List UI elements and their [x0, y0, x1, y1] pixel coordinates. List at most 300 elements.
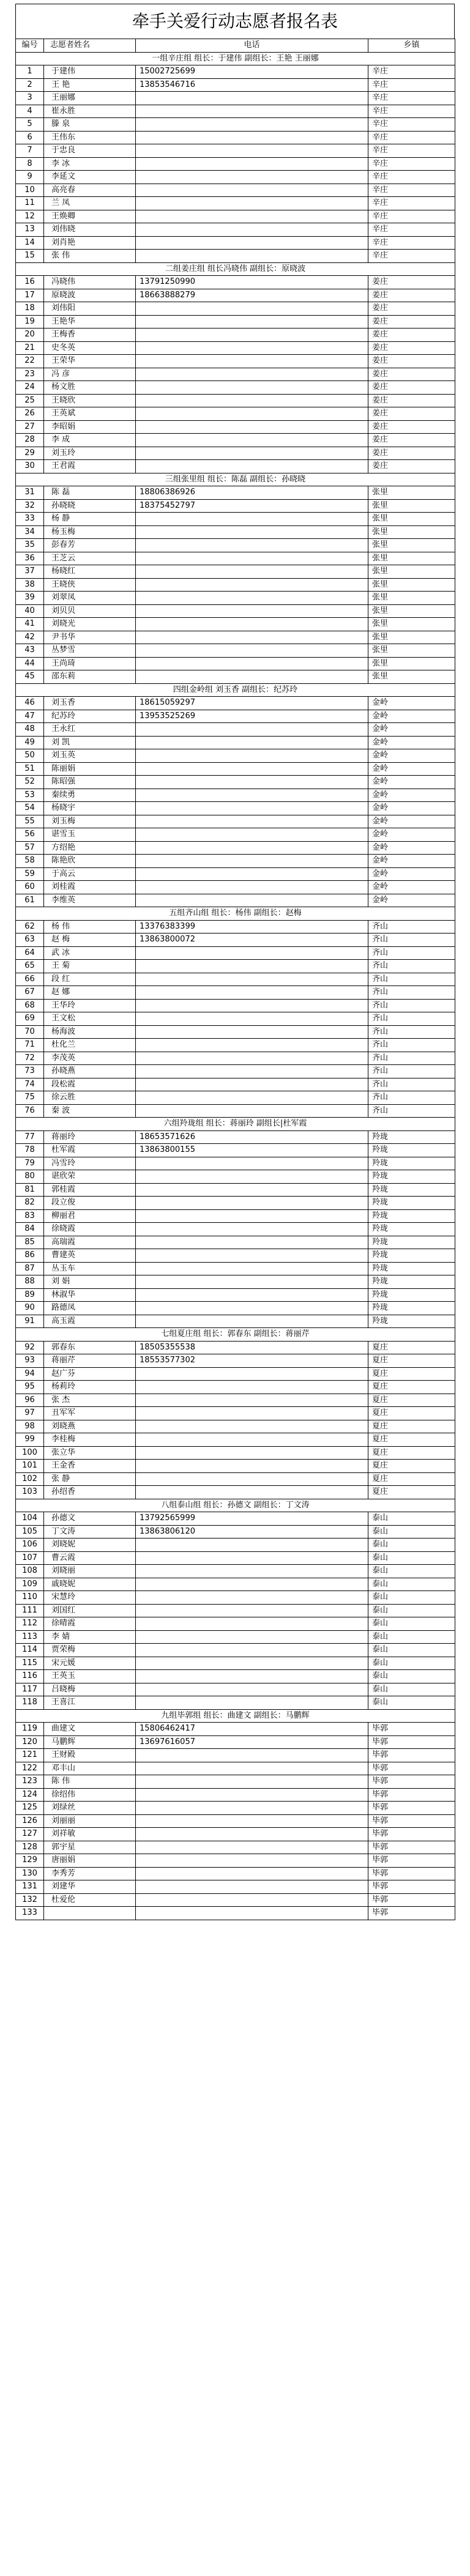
- member-town: 金岭: [368, 881, 455, 894]
- member-phone: [136, 592, 368, 605]
- table-row: [16, 1828, 455, 1841]
- table-row: [16, 881, 455, 894]
- member-name: 王财殿: [44, 1749, 136, 1762]
- table-row: [16, 1762, 455, 1775]
- table-row: [16, 315, 455, 328]
- member-name: 张 伟: [44, 250, 136, 263]
- member-name: 杨海波: [44, 1025, 136, 1039]
- member-name: 蒋丽玲: [44, 1130, 136, 1144]
- member-phone: [136, 1433, 368, 1447]
- member-town: 金岭: [368, 736, 455, 749]
- member-number: 119: [16, 1723, 44, 1736]
- member-number: 81: [16, 1183, 44, 1197]
- member-town: 齐山: [368, 1104, 455, 1118]
- member-name: 方绍艳: [44, 841, 136, 855]
- member-number: 15: [16, 250, 44, 263]
- member-name: 丁文涛: [44, 1525, 136, 1539]
- table-row: [16, 631, 455, 644]
- group-header-row: [16, 473, 455, 486]
- member-name: 刘晓妮: [44, 1539, 136, 1552]
- member-phone: [136, 1644, 368, 1657]
- member-town: 泰山: [368, 1512, 455, 1526]
- table-row: [16, 1630, 455, 1644]
- member-town: 毕郭: [368, 1841, 455, 1854]
- member-name: 纪苏玲: [44, 710, 136, 723]
- member-number: 133: [16, 1907, 44, 1920]
- member-phone: [136, 302, 368, 316]
- member-number: 33: [16, 513, 44, 526]
- member-number: 106: [16, 1539, 44, 1552]
- member-name: 王尚琦: [44, 657, 136, 670]
- member-name: 李桂梅: [44, 1433, 136, 1447]
- member-phone: [136, 1012, 368, 1026]
- member-number: 122: [16, 1762, 44, 1775]
- member-number: 46: [16, 697, 44, 710]
- member-number: 74: [16, 1078, 44, 1091]
- member-name: 徐绍伟: [44, 1788, 136, 1802]
- member-number: 56: [16, 828, 44, 842]
- member-town: 金岭: [368, 723, 455, 737]
- member-number: 38: [16, 578, 44, 592]
- member-number: 68: [16, 999, 44, 1012]
- member-number: 11: [16, 197, 44, 210]
- table-row: [16, 920, 455, 934]
- member-number: 25: [16, 394, 44, 407]
- member-number: 110: [16, 1591, 44, 1605]
- table-row: [16, 1394, 455, 1407]
- table-row: [16, 1670, 455, 1683]
- member-town: 张里: [368, 565, 455, 579]
- member-phone: [136, 1880, 368, 1894]
- table-row: [16, 1275, 455, 1289]
- member-name: 丑军军: [44, 1407, 136, 1420]
- member-phone: [136, 223, 368, 237]
- member-name: 王梅香: [44, 328, 136, 342]
- table-row: [16, 1288, 455, 1302]
- table-row: [16, 670, 455, 684]
- member-town: 毕郭: [368, 1828, 455, 1841]
- member-number: 3: [16, 92, 44, 105]
- member-phone: [136, 1078, 368, 1091]
- member-name: 王君霞: [44, 460, 136, 473]
- member-number: 73: [16, 1065, 44, 1078]
- member-name: 李 成: [44, 434, 136, 447]
- member-number: 39: [16, 592, 44, 605]
- member-phone: [136, 1157, 368, 1170]
- member-phone: 13791250990: [136, 276, 368, 289]
- member-phone: [136, 1039, 368, 1052]
- member-town: 齐山: [368, 999, 455, 1012]
- member-name: 郭春东: [44, 1341, 136, 1354]
- member-town: 羚珑: [368, 1223, 455, 1236]
- member-number: 30: [16, 460, 44, 473]
- table-row: [16, 1341, 455, 1354]
- member-phone: [136, 184, 368, 197]
- table-row: [16, 723, 455, 737]
- table-row: [16, 1367, 455, 1381]
- member-number: 109: [16, 1578, 44, 1591]
- member-number: 89: [16, 1288, 44, 1302]
- member-phone: [136, 420, 368, 434]
- member-number: 108: [16, 1565, 44, 1578]
- member-town: 辛庄: [368, 105, 455, 118]
- member-number: 113: [16, 1630, 44, 1644]
- member-name: 刘祥敏: [44, 1828, 136, 1841]
- member-name: 兰 凤: [44, 197, 136, 210]
- member-name: 冯雪玲: [44, 1157, 136, 1170]
- member-name: 崔永胜: [44, 105, 136, 118]
- member-number: 7: [16, 144, 44, 158]
- member-number: 107: [16, 1551, 44, 1565]
- table-row: [16, 1157, 455, 1170]
- table-row: [16, 776, 455, 789]
- table-row: [16, 1788, 455, 1802]
- member-number: 14: [16, 236, 44, 250]
- table-row: [16, 1302, 455, 1315]
- member-town: 姜庄: [368, 394, 455, 407]
- member-town: 羚珑: [368, 1144, 455, 1157]
- member-number: 88: [16, 1275, 44, 1289]
- table-row: [16, 1460, 455, 1473]
- member-phone: [136, 1828, 368, 1841]
- member-town: 泰山: [368, 1578, 455, 1591]
- member-name: 贾荣梅: [44, 1644, 136, 1657]
- member-phone: [136, 525, 368, 539]
- member-town: 金岭: [368, 749, 455, 763]
- group-header-row: [16, 1709, 455, 1723]
- member-phone: [136, 368, 368, 381]
- group-header-row: [16, 907, 455, 921]
- table-row: [16, 78, 455, 92]
- member-number: 100: [16, 1446, 44, 1460]
- member-number: 29: [16, 447, 44, 460]
- member-name: 王芝云: [44, 552, 136, 565]
- member-town: 金岭: [368, 867, 455, 881]
- member-town: 张里: [368, 552, 455, 565]
- member-name: 邓丰山: [44, 1762, 136, 1775]
- member-phone: [136, 1065, 368, 1078]
- member-name: 王 菊: [44, 960, 136, 973]
- member-name: 赵广芬: [44, 1367, 136, 1381]
- member-phone: [136, 1539, 368, 1552]
- member-name: 刘玉玲: [44, 447, 136, 460]
- table-row: [16, 604, 455, 618]
- member-name: 杨莉玲: [44, 1381, 136, 1394]
- table-row: [16, 960, 455, 973]
- member-phone: [136, 828, 368, 842]
- group-header-row: [16, 262, 455, 276]
- table-row: [16, 1170, 455, 1184]
- member-number: 114: [16, 1644, 44, 1657]
- member-town: 毕郭: [368, 1814, 455, 1828]
- member-number: 12: [16, 210, 44, 223]
- member-name: 王焕卿: [44, 210, 136, 223]
- member-phone: [136, 1104, 368, 1118]
- member-name: 李 婧: [44, 1630, 136, 1644]
- member-number: 86: [16, 1249, 44, 1263]
- member-number: 72: [16, 1052, 44, 1065]
- table-row: [16, 197, 455, 210]
- member-name: 武 冰: [44, 946, 136, 960]
- member-name: 王英斌: [44, 407, 136, 421]
- member-number: 104: [16, 1512, 44, 1526]
- header-row: [16, 39, 455, 53]
- volunteer-table: [15, 39, 455, 1920]
- table-row: [16, 789, 455, 802]
- member-name: 杜军霞: [44, 1144, 136, 1157]
- member-number: 87: [16, 1262, 44, 1275]
- member-phone: [136, 723, 368, 737]
- member-number: 75: [16, 1091, 44, 1105]
- member-phone: [136, 881, 368, 894]
- member-number: 19: [16, 315, 44, 328]
- member-town: 辛庄: [368, 78, 455, 92]
- member-phone: [136, 1854, 368, 1868]
- member-town: 毕郭: [368, 1893, 455, 1907]
- member-phone: [136, 1052, 368, 1065]
- member-name: 刘桂霞: [44, 881, 136, 894]
- table-row: [16, 1591, 455, 1605]
- member-phone: [136, 604, 368, 618]
- table-row: [16, 236, 455, 250]
- member-number: 54: [16, 802, 44, 815]
- member-name: 丛玉车: [44, 1262, 136, 1275]
- member-number: 80: [16, 1170, 44, 1184]
- member-number: 64: [16, 946, 44, 960]
- member-number: 116: [16, 1670, 44, 1683]
- member-town: 夏庄: [368, 1460, 455, 1473]
- member-town: 毕郭: [368, 1723, 455, 1736]
- table-row: [16, 1354, 455, 1368]
- member-number: 67: [16, 986, 44, 1000]
- table-row: [16, 1644, 455, 1657]
- member-number: 131: [16, 1880, 44, 1894]
- table-row: [16, 1802, 455, 1815]
- member-name: 王晓欣: [44, 394, 136, 407]
- member-town: 毕郭: [368, 1735, 455, 1749]
- member-name: 刘玉梅: [44, 815, 136, 828]
- table-row: [16, 394, 455, 407]
- member-phone: [136, 1841, 368, 1854]
- member-name: 唐丽娟: [44, 1854, 136, 1868]
- member-phone: [136, 999, 368, 1012]
- member-phone: [136, 973, 368, 986]
- member-town: 羚珑: [368, 1275, 455, 1289]
- member-name: [44, 1907, 136, 1920]
- member-phone: 13953525269: [136, 710, 368, 723]
- member-town: 泰山: [368, 1630, 455, 1644]
- member-number: 63: [16, 934, 44, 947]
- member-phone: [136, 105, 368, 118]
- member-town: 夏庄: [368, 1472, 455, 1486]
- member-town: 泰山: [368, 1657, 455, 1670]
- member-number: 126: [16, 1814, 44, 1828]
- member-number: 35: [16, 539, 44, 552]
- member-phone: [136, 670, 368, 684]
- member-town: 辛庄: [368, 197, 455, 210]
- member-name: 邵东莉: [44, 670, 136, 684]
- member-phone: [136, 381, 368, 395]
- member-phone: 18615059297: [136, 697, 368, 710]
- member-phone: 15806462417: [136, 1723, 368, 1736]
- member-number: 123: [16, 1775, 44, 1789]
- member-phone: [136, 315, 368, 328]
- member-number: 60: [16, 881, 44, 894]
- member-number: 59: [16, 867, 44, 881]
- table-row: [16, 525, 455, 539]
- member-name: 杜化兰: [44, 1039, 136, 1052]
- member-town: 齐山: [368, 1012, 455, 1026]
- member-phone: 18553577302: [136, 1354, 368, 1368]
- table-row: [16, 144, 455, 158]
- member-town: 张里: [368, 670, 455, 684]
- member-phone: [136, 1420, 368, 1433]
- table-row: [16, 105, 455, 118]
- table-row: [16, 210, 455, 223]
- member-number: 20: [16, 328, 44, 342]
- table-row: [16, 513, 455, 526]
- member-phone: [136, 1788, 368, 1802]
- member-town: 张里: [368, 618, 455, 631]
- table-row: [16, 1539, 455, 1552]
- member-town: 齐山: [368, 1025, 455, 1039]
- member-phone: [136, 1630, 368, 1644]
- group-label: 四组金岭组 刘玉香 副组长：纪苏玲: [16, 683, 455, 697]
- member-number: 52: [16, 776, 44, 789]
- member-name: 陈 伟: [44, 1775, 136, 1789]
- member-name: 王艳华: [44, 315, 136, 328]
- member-town: 金岭: [368, 894, 455, 907]
- member-town: 姜庄: [368, 276, 455, 289]
- table-row: [16, 894, 455, 907]
- member-town: 羚珑: [368, 1130, 455, 1144]
- member-town: 姜庄: [368, 407, 455, 421]
- member-town: 毕郭: [368, 1802, 455, 1815]
- table-row: [16, 934, 455, 947]
- member-phone: [136, 855, 368, 868]
- table-row: [16, 434, 455, 447]
- member-number: 102: [16, 1472, 44, 1486]
- member-number: 79: [16, 1157, 44, 1170]
- member-name: 刘国红: [44, 1604, 136, 1617]
- member-number: 53: [16, 789, 44, 802]
- table-row: [16, 276, 455, 289]
- member-town: 金岭: [368, 855, 455, 868]
- member-phone: [136, 1288, 368, 1302]
- member-town: 金岭: [368, 815, 455, 828]
- member-phone: [136, 144, 368, 158]
- member-town: 张里: [368, 499, 455, 513]
- member-town: 夏庄: [368, 1407, 455, 1420]
- table-row: [16, 946, 455, 960]
- member-name: 王永红: [44, 723, 136, 737]
- member-name: 秦续勇: [44, 789, 136, 802]
- member-number: 49: [16, 736, 44, 749]
- member-phone: [136, 394, 368, 407]
- member-town: 羚珑: [368, 1302, 455, 1315]
- member-name: 王文松: [44, 1012, 136, 1026]
- member-number: 9: [16, 171, 44, 184]
- member-name: 刘晓丽: [44, 1565, 136, 1578]
- table-row: [16, 986, 455, 1000]
- member-phone: [136, 1551, 368, 1565]
- member-phone: [136, 513, 368, 526]
- member-name: 曲建文: [44, 1723, 136, 1736]
- member-phone: 18505355538: [136, 1341, 368, 1354]
- table-row: [16, 1381, 455, 1394]
- member-phone: [136, 1302, 368, 1315]
- group-header-row: [16, 52, 455, 65]
- member-town: 夏庄: [368, 1394, 455, 1407]
- member-name: 段 红: [44, 973, 136, 986]
- member-name: 蒋丽芹: [44, 1354, 136, 1368]
- member-number: 130: [16, 1867, 44, 1880]
- member-phone: [136, 867, 368, 881]
- member-phone: [136, 1802, 368, 1815]
- table-row: [16, 815, 455, 828]
- group-label: 七组夏庄组 组长：郭春东 副组长：蒋丽芹: [16, 1328, 455, 1342]
- member-phone: [136, 460, 368, 473]
- member-number: 115: [16, 1657, 44, 1670]
- member-name: 王荣华: [44, 355, 136, 368]
- member-phone: [136, 1262, 368, 1275]
- member-name: 孙绍香: [44, 1486, 136, 1499]
- member-name: 路德凤: [44, 1302, 136, 1315]
- member-number: 45: [16, 670, 44, 684]
- table-row: [16, 223, 455, 237]
- member-number: 90: [16, 1302, 44, 1315]
- member-name: 谌雪玉: [44, 828, 136, 842]
- member-number: 78: [16, 1144, 44, 1157]
- member-name: 王华玲: [44, 999, 136, 1012]
- table-row: [16, 447, 455, 460]
- member-phone: [136, 1591, 368, 1605]
- member-phone: [136, 171, 368, 184]
- member-town: 姜庄: [368, 302, 455, 316]
- member-town: 齐山: [368, 986, 455, 1000]
- table-row: [16, 1012, 455, 1026]
- member-phone: [136, 92, 368, 105]
- member-number: 58: [16, 855, 44, 868]
- member-town: 毕郭: [368, 1880, 455, 1894]
- table-row: [16, 1130, 455, 1144]
- member-name: 于忠良: [44, 144, 136, 158]
- table-row: [16, 1249, 455, 1263]
- member-name: 孙德文: [44, 1512, 136, 1526]
- member-phone: [136, 894, 368, 907]
- member-phone: [136, 1775, 368, 1789]
- member-phone: 13376383399: [136, 920, 368, 934]
- table-row: [16, 1814, 455, 1828]
- member-name: 杨 伟: [44, 920, 136, 934]
- member-name: 陈 磊: [44, 486, 136, 500]
- member-number: 121: [16, 1749, 44, 1762]
- member-phone: [136, 1249, 368, 1263]
- signup-sheet: [15, 0, 455, 1920]
- member-name: 曹建英: [44, 1249, 136, 1263]
- table-row: [16, 1907, 455, 1920]
- member-number: 4: [16, 105, 44, 118]
- member-number: 62: [16, 920, 44, 934]
- member-name: 段立俊: [44, 1197, 136, 1210]
- member-town: 张里: [368, 539, 455, 552]
- member-town: 泰山: [368, 1551, 455, 1565]
- member-town: 辛庄: [368, 144, 455, 158]
- table-row: [16, 1723, 455, 1736]
- member-town: 羚珑: [368, 1157, 455, 1170]
- member-number: 50: [16, 749, 44, 763]
- member-number: 27: [16, 420, 44, 434]
